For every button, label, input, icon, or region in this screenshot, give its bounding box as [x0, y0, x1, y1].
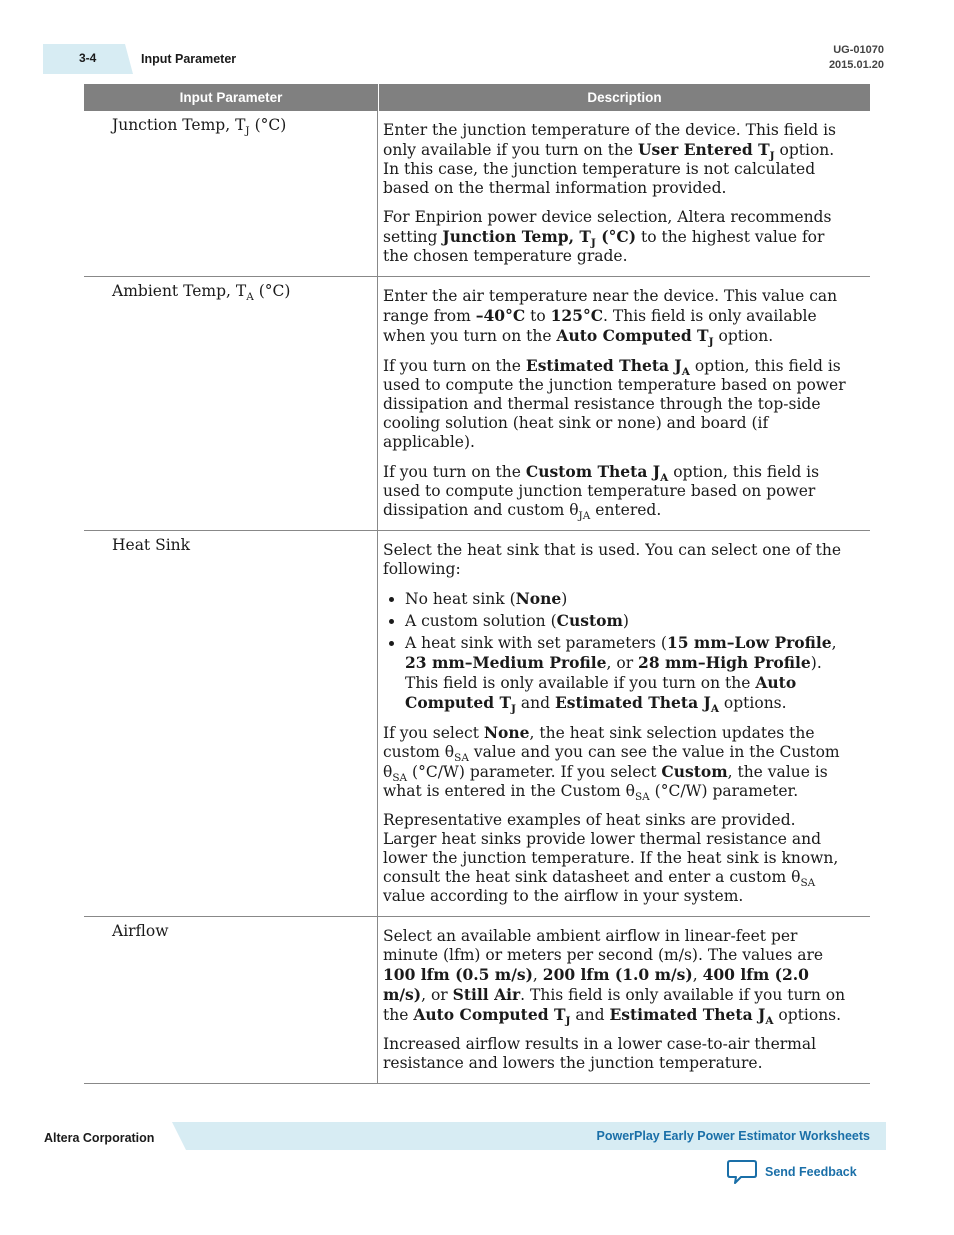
speech-bubble-icon: [727, 1159, 757, 1185]
list-item: • A heat sink with set parameters (15 mm–Low Profile, 23 mm–Medium Profile, or 28 mm–High Profile). This field is only available if you turn on the Auto Computed $T_J$ and Estimated Theta $J_A$ options.: [405, 633, 850, 713]
paragraph: If you turn on the Estimated Theta $J_A$ option, this field is used to compute the junction temperature based on power dissipation and thermal resistance through the top-side cooling solution (heat sink or none) and board (if applicable).: [383, 356, 846, 451]
table-row: [84, 531, 870, 917]
doc-date: 2015.01.20: [828, 59, 884, 71]
column-header-input-parameter: Input Parameter: [84, 84, 379, 111]
parameter-description: [378, 277, 870, 530]
paragraph: Enter the junction temperature of the device. This field is only available if you turn on the User Entered $T_J$ option. In this case, the junction temperature is not calculated based on the thermal information provided.: [383, 121, 837, 197]
paragraph: Select the heat sink that is used. You can select one of the following:: [383, 541, 842, 578]
parameter-description: [378, 111, 870, 276]
paragraph: Representative examples of heat sinks are provided. Larger heat sinks provide lower thermal resistance and lower the junction temperature. If the heat sink is known, consult the heat sink datasheet and enter a custom $\theta_{SA}$ value according to the airflow in your system.: [383, 811, 839, 905]
doc-id: UG-01070: [833, 44, 884, 56]
table-row: [84, 111, 870, 277]
list-item: • A custom solution (Custom): [405, 611, 850, 631]
table-row: [84, 917, 870, 1084]
parameter-name: Heat Sink: [84, 531, 378, 916]
parameter-name: Ambient Temp, $T_A$ (°C): [84, 277, 378, 530]
column-header-description: Description: [587, 90, 662, 105]
page-number: 3-4: [79, 51, 97, 65]
send-feedback-link[interactable]: [727, 1159, 857, 1185]
section-title: Input Parameter: [141, 52, 237, 66]
parameter-table: [84, 84, 870, 1084]
paragraph: Increased airflow results in a lower case-to-air thermal resistance and lowers the junction temperature.: [383, 1035, 817, 1072]
parameter-name: Airflow: [84, 917, 378, 1083]
doc-info: [829, 43, 884, 73]
doc-title-link[interactable]: PowerPlay Early Power Estimator Worksheets: [596, 1129, 870, 1143]
paragraph: Select an available ambient airflow in linear-feet per minute (lfm) or meters per second (m/s). The values are 100 lfm (0.5 m/s), 200 lfm (1.0 m/s), 400 lfm (2.0 m/s), or Still Air. This field is only available if you turn on the Auto Computed $T_J$ and Estimated Theta $J_A$ options.: [383, 927, 846, 1028]
table-row: [84, 277, 870, 531]
paragraph: If you select None, the heat sink selection updates the custom $\theta_{SA}$ value and you can see the value in the Custom $\theta_{SA}$ (°C/W) parameter. If you select Custom, the value is what is entered in the Custom $\theta_{SA}$ (°C/W) parameter.: [383, 723, 840, 804]
table-header: [84, 84, 870, 111]
parameter-description: [378, 531, 870, 916]
company-name: Altera Corporation: [44, 1131, 155, 1145]
option-list: [383, 589, 850, 716]
paragraph: If you turn on the Custom Theta $J_A$ option, this field is used to compute junction temperature based on power dissipation and custom $\theta_{JA}$ entered.: [383, 462, 820, 523]
parameter-description: [378, 917, 870, 1083]
paragraph: For Enpirion power device selection, Altera recommends setting Junction Temp, $T_J$ (°C) to the highest value for the chosen temperature grade.: [383, 208, 832, 265]
list-item: • No heat sink (None): [405, 589, 850, 609]
parameter-name: Junction Temp, $T_J$ (°C): [84, 111, 378, 276]
send-feedback-label: Send Feedback: [765, 1165, 857, 1179]
paragraph: Enter the air temperature near the device. This value can range from –40°C to 125°C. This field is only available when you turn on the Auto Computed $T_J$ option.: [383, 287, 838, 349]
